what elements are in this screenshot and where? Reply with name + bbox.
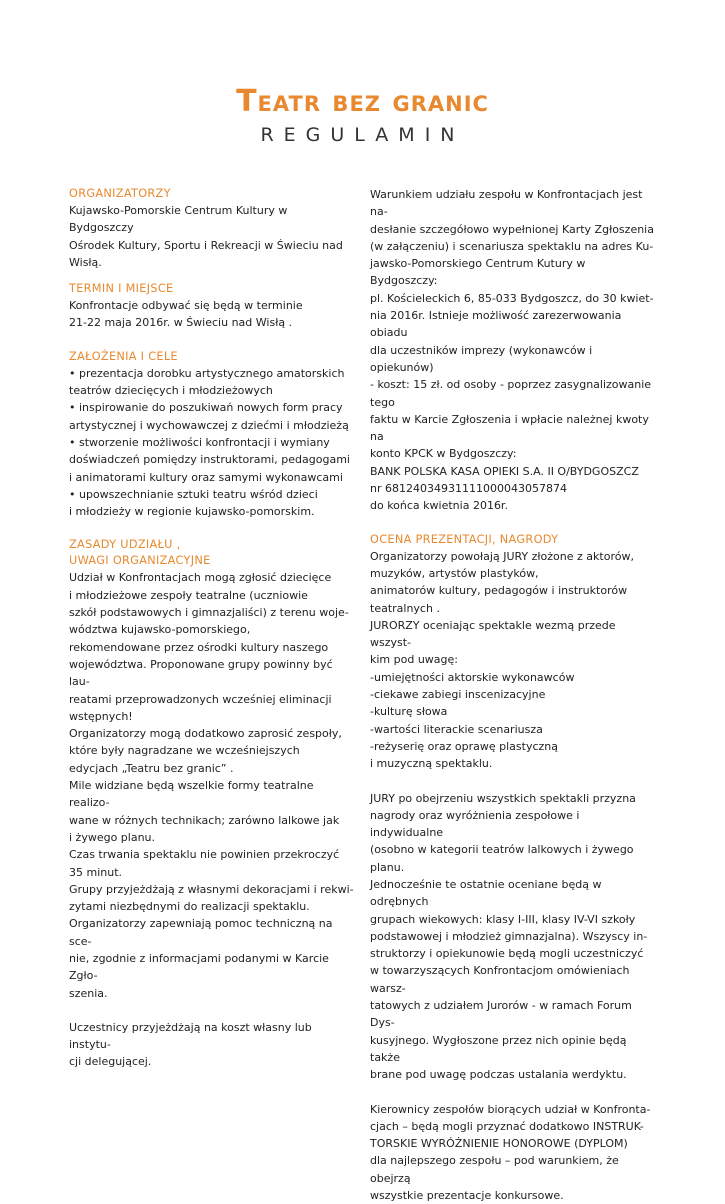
- section-heading-termin: TERMIN I MIEJSCE: [69, 282, 174, 296]
- zalozenia-list: • prezentacja dorobku artystycznego amatorskich teatrów dziecięcych i młodzieżowych • inspirowanie do poszukiwań nowych form pracy artystycznej i wychowawczej z dziećmi i młodzieżą • stworzenie możliwości konfrontacji i wymiany doświadczeń pomiędzy instruktorami, pedagogami i animatorami kultury oraz samymi wykonawcami • upowszechnianie sztuki teatru wśród dzieci i młodzieży w regionie kujawsko-pomorskim.: [69, 366, 350, 519]
- kierownicy-text: Kierownicy zespołów biorących udział w Konfronta- cjach – będą mogli przyznać dodatkowo INSTRUK- TORSKIE WYRÓŻNIENIE HONOROWE (DYPLOM) dla najlepszego zespołu – pod warunkiem, że obejrzą wszystkie prezentacje konkursowe.: [370, 1102, 651, 1203]
- warunek-text: Warunkiem udziału zespołu w Konfrontacjach jest na- desłanie szczegółowo wypełnionej Karty Zgłoszenia (w załączeniu) i scenariusza spektaklu na adres Ku- jawsko-Pomorskiego Centrum Kutury w Bydgoszczy: pl. Kościeleckich 6, 85-033 Bydgoszcz, do 30 kwiet- nia 2016r. Istnieje możliwość zarezerwowania obiadu dla uczestników imprezy (wykonawców i opiekunów) - koszt: 15 zł. od osoby - poprzez zasygnalizowanie tego faktu w Karcie Zgłoszenia i wpłacie należnej kwoty na konto KPCK w Bydgoszczy: BANK POLSKA KASA OPIEKI S.A. II O/BYDGOSZCZ nr 68124034931111000043057874 do końca kwietnia 2016r.: [370, 188, 654, 513]
- page-subtitle: REGULAMIN: [260, 124, 465, 146]
- left-column: [69, 186, 355, 1071]
- koszt-text: Uczestnicy przyjeżdżają na koszt własny lub instytu- cji delegującej.: [69, 1020, 312, 1069]
- zasady-text: Udział w Konfrontacjach mogą zgłosić dziecięce i młodzieżowe zespoły teatralne (uczniowie szkół podstawowych i gimnazjaliści) z terenu woje- wództwa kujawsko-pomorskiego, rekomendowane przez ośrodki kultury naszego województwa. Proponowane grupy powinny być lau- reatami przeprowadzonych wcześniej eliminacji wstępnych! Organizatorzy mogą dodatkowo zaprosić zespoły, które były nagradzane we wcześniejszych edycjach „Teatru bez granic” . Mile widziane będą wszelkie formy teatralne realizo- wane w różnych technikach; zarówno lalkowe jak i żywego planu. Czas trwania spektaklu nie powinien przekroczyć 35 minut. Grupy przyjeżdżają z własnymi dekoracjami i rekwi- zytami niezbędnymi do realizacji spektaklu. Organizatorzy zapewniają pomoc techniczną na sce- nie, zgodnie z informacjami podanymi w Karcie Zgło- szenia.: [69, 571, 354, 1000]
- page-title: Teatr bez granic: [236, 84, 489, 119]
- termin-text: Konfrontacje odbywać się będą w terminie 21-22 maja 2016r. w Świeciu nad Wisłą .: [69, 299, 303, 330]
- section-heading-zalozenia: ZAŁOŻENIA I CELE: [69, 349, 178, 363]
- section-heading-zasady: ZASADY UDZIAŁU , UWAGI ORGANIZACYJNE: [69, 538, 211, 568]
- right-column: [370, 186, 656, 1204]
- organizatorzy-text: Kujawsko-Pomorskie Centrum Kultury w Bydgoszczy Ośrodek Kultury, Sportu i Rekreacji w Świeciu nad Wisłą.: [69, 204, 343, 269]
- section-heading-ocena: OCENA PREZENTACJI, NAGRODY: [370, 532, 559, 546]
- ocena-text: Organizatorzy powołają JURY złożone z aktorów, muzyków, artystów plastyków, animatorów kultury, pedagogów i instruktorów teatralnych . JURORZY oceniając spektakle wezmą przede wszyst- kim pod uwagę: -umiejętności aktorskie wykonawców -ciekawe zabiegi inscenizacyjne -kulturę słowa -wartości literackie scenariusza -reżyserię oraz oprawę plastyczną i muzyczną spektaklu.: [370, 549, 634, 771]
- section-heading-organizatorzy: ORGANIZATORZY: [69, 187, 171, 200]
- jury-text: JURY po obejrzeniu wszystkich spektakli przyzna nagrody oraz wyróżnienia zespołowe i indywidualne (osobno w kategorii teatrów lalkowych i żywego planu. Jednocześnie te ostatnie oceniane będą w odrębnych grupach wiekowych: klasy I-III, klasy IV-VI szkoły podstawowej i młodzież gimnazjalna). Wszyscy in- struktorzy i opiekunowie będą mogli uczestniczyć w towarzyszących Konfrontacjom omówieniach warsz- tatowych z udziałem Jurorów - w ramach Forum Dys- kusyjnego. Wygłoszone przez nich opinie będą także brane pod uwagę podczas ustalania werdyktu.: [370, 791, 648, 1082]
